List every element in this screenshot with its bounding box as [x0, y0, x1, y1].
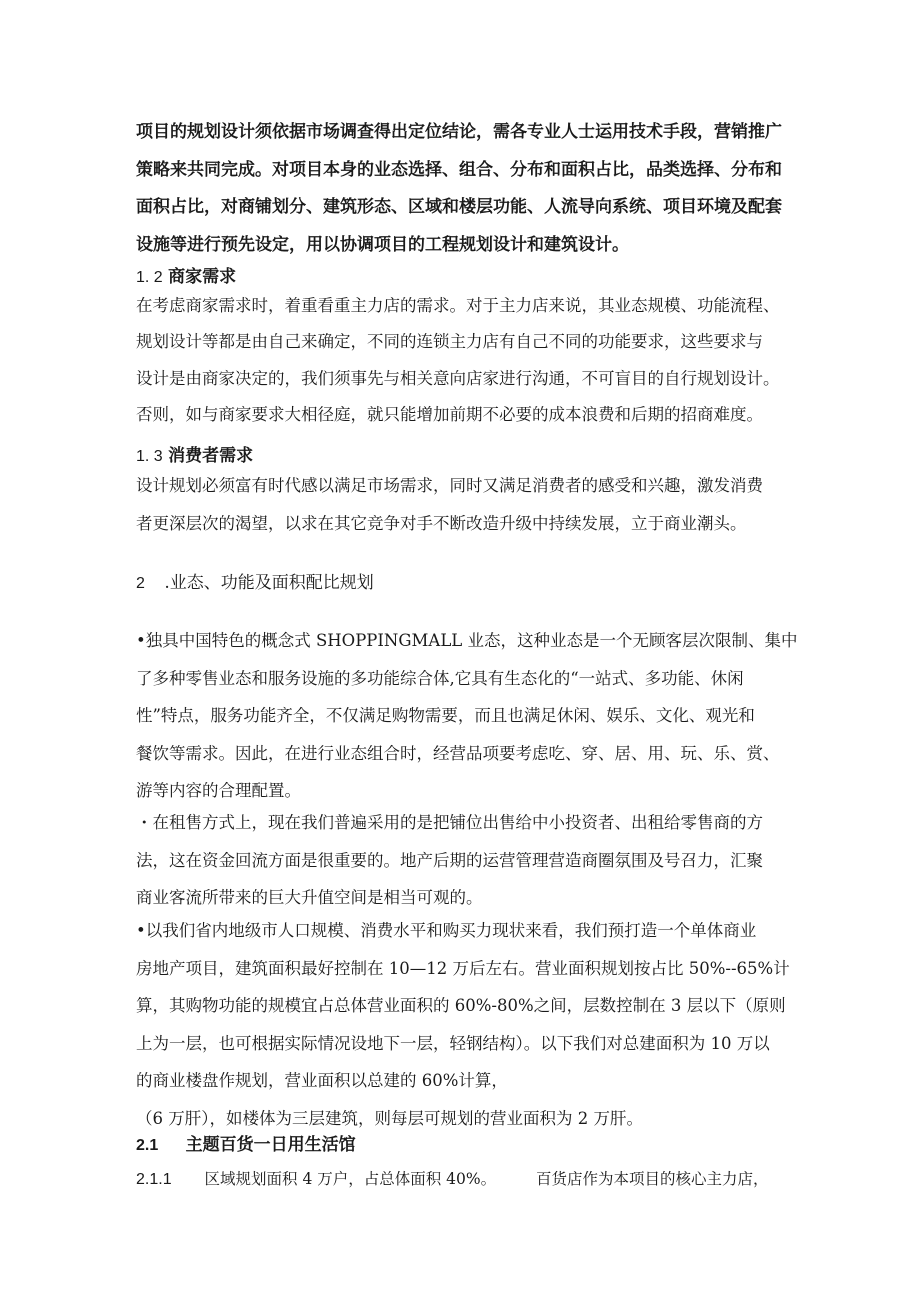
paragraph-line: 策略来共同完成。对项目本身的业态选择、组合、分布和面积占比，品类选择、分布和 — [136, 159, 782, 180]
paragraph-line: 者更深层次的渴望，以求在其它竞争对手不断改造升级中持续发展，立于商业潮头。 — [136, 513, 747, 533]
paragraph-line: ・在租售方式上，现在我们普遍采用的是把铺位出售给中小投资者、出租给零售商的方 — [136, 813, 763, 832]
heading-number: 1. 2 — [136, 269, 163, 286]
paragraph-line: 设施等进行预先设定，用以协调项目的工程规划设计和建筑设计。 — [136, 234, 629, 255]
paragraph-line: （6 万肝），如楼体为三层建筑，则每层可规划的营业面积为 2 万肝。 — [136, 1108, 643, 1128]
leasing-paragraph — [136, 804, 796, 917]
paragraph-line: 在考虑商家需求时，着重看重主力店的需求。对于主力店来说，其业态规模、功能流程、 — [136, 296, 780, 315]
paragraph-line: 面积占比，对商铺划分、建筑形态、区域和楼层功能、人流导向系统、项目环境及配套 — [136, 197, 782, 217]
paragraph-line: 设计规划必须富有时代感以满足市场需求，同时又满足消费者的感受和兴趣，激发消费 — [136, 476, 763, 495]
paragraph-line: 房地产项目，建筑面积最好控制在 10—12 万后左右。营业面积规划按占比 50%--65%计 — [136, 958, 790, 978]
section-2-1-1-tail — [536, 1167, 769, 1189]
heading-number: 2.1.1 — [136, 1171, 172, 1188]
paragraph-line: 性”特点，服务功能齐全，不仅满足购物需要，而且也满足休闲、娱乐、文化、观光和 — [136, 706, 755, 725]
paragraph-line: 项目的规划设计须依据市场调查得出定位结论，需各专业人士运用技术手段，营销推广 — [136, 122, 782, 142]
consumer-paragraph — [136, 467, 796, 542]
section-heading-2 — [136, 568, 374, 593]
heading-text: 消费者需求 — [168, 446, 254, 466]
section-heading-2-1 — [136, 1130, 356, 1155]
paragraph-line: 设计是由商家决定的，我们须事先与相关意向店家进行沟通，不可盲目的自行规划设计。 — [136, 368, 780, 388]
shoppingmall-paragraph — [136, 622, 796, 810]
heading-text: 主题百货一日用生活馆 — [185, 1135, 356, 1155]
paragraph-line: 上为一层，也可根据实际情况设地下一层，轻钢结构）。以下我们对总建面积为 10 万以 — [136, 1033, 770, 1053]
section-heading-2-1-1 — [136, 1167, 496, 1189]
paragraph-line: •以我们省内地级市人口规模、消费水平和购买力现状来看，我们预打造一个单体商业 — [136, 921, 757, 940]
paragraph-line: 规划设计等都是由自己来确定，不同的连锁主力店有自己不同的功能要求，这些要求与 — [136, 332, 763, 352]
heading-text: .业态、功能及面积配比规划 — [164, 573, 374, 593]
paragraph-line: •独具中国特色的概念式 SHOPPINGMALL 业态，这种业态是一个无顾客层次限制、集中 — [136, 631, 798, 650]
section-heading-1-3 — [136, 441, 253, 466]
heading-number: 1. 3 — [136, 448, 163, 465]
heading-number: 2.1 — [136, 1137, 159, 1154]
section-heading-1-2 — [136, 262, 236, 287]
paragraph-line: 的商业楼盘作规划，营业面积以总建的 60%计算， — [136, 1071, 508, 1090]
paragraph-line: 否则，如与商家要求大相径庭，就只能增加前期不必要的成本浪费和后期的招商难度。 — [136, 404, 763, 424]
heading-text: 商家需求 — [168, 267, 237, 287]
intro-paragraph — [136, 114, 796, 264]
paragraph-line: 算，其购物功能的规模宜占总体营业面积的 60%-80%之间，层数控制在 3 层以下（原则 — [136, 996, 786, 1015]
paragraph-line: 法，这在资金回流方面是很重要的。地产后期的运营管理营造商圈氛围及号召力，汇聚 — [136, 850, 763, 870]
paragraph-line: 商业客流所带来的巨大升值空间是相当可观的。 — [136, 888, 483, 907]
paragraph-line: 游等内容的合理配置。 — [136, 781, 301, 800]
heading-number: 2 — [136, 575, 145, 592]
heading-text: 区域规划面积 4 万户，占总体面积 40%。 — [204, 1170, 497, 1188]
paragraph-line: 餐饮等需求。因此，在进行业态组合时，经营品项要考虑吃、穿、居、用、玩、乐、赏、 — [136, 743, 780, 763]
paragraph-line: 了多种零售业态和服务设施的多功能综合体,它具有生态化的“一站式、多功能、休闲 — [136, 668, 744, 688]
planning-paragraph — [136, 912, 796, 1137]
merchant-paragraph — [136, 288, 796, 433]
paragraph-line: 百货店作为本项目的核心主力店， — [536, 1170, 769, 1188]
